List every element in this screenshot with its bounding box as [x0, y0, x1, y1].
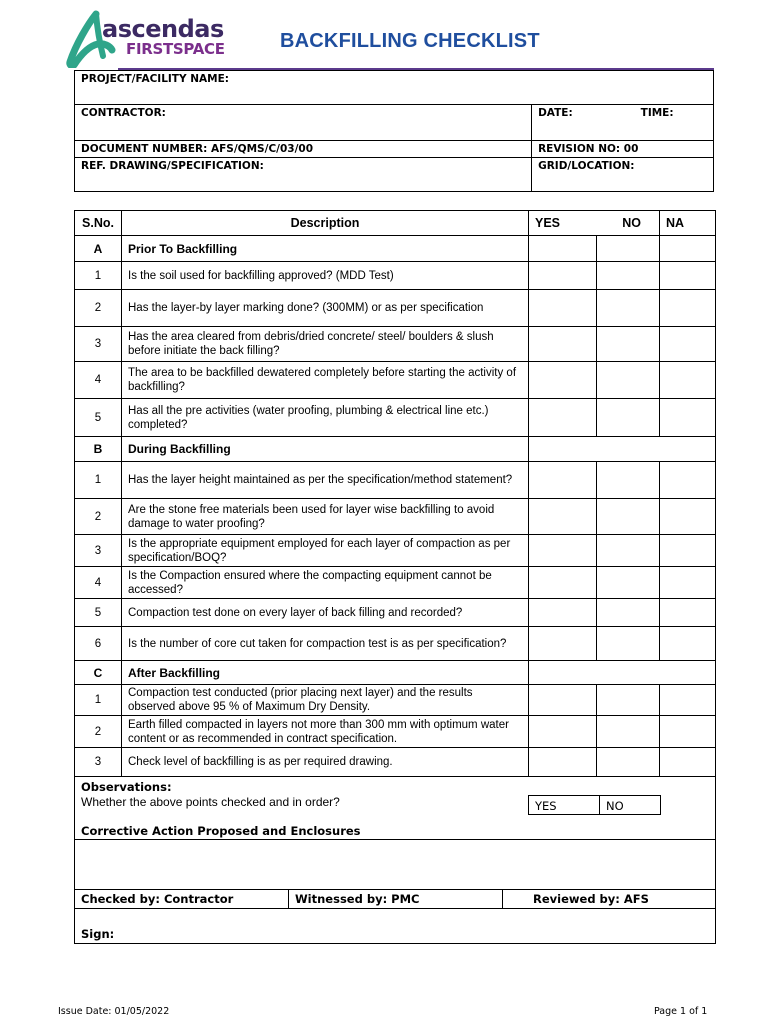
item-description: Has the layer-by layer marking done? (300MM) or as per specification	[122, 290, 529, 327]
observation-no-option[interactable]: NO	[606, 799, 624, 813]
page-title: BACKFILLING CHECKLIST	[280, 30, 540, 52]
yes-cell[interactable]	[529, 627, 597, 661]
na-cell[interactable]	[660, 627, 716, 661]
item-description: Has the layer height maintained as per the specification/method statement?	[122, 462, 529, 499]
col-header-description: Description	[122, 211, 529, 236]
doc-number-label: DOCUMENT NUMBER: AFS/QMS/C/03/00	[81, 143, 314, 155]
item-description: Is the number of core cut taken for compaction test is as per specification?	[122, 627, 529, 661]
table-header-row	[75, 211, 716, 236]
no-cell[interactable]	[597, 262, 660, 290]
item-number: 1	[75, 462, 122, 499]
no-cell[interactable]	[597, 290, 660, 327]
yes-cell[interactable]	[529, 716, 597, 748]
witnessed-by-label: Witnessed by: PMC	[289, 890, 503, 909]
item-number: 3	[75, 748, 122, 777]
table-row	[75, 262, 716, 290]
item-description: The area to be backfilled dewatered completely before starting the activity of backfilling?	[122, 362, 529, 399]
issue-date: Issue Date: 01/05/2022	[58, 1006, 170, 1017]
section-blank-cell	[529, 661, 716, 685]
item-number: 4	[75, 567, 122, 599]
section-title: After Backfilling	[122, 661, 529, 685]
grid-location-field[interactable]	[532, 158, 714, 192]
na-cell[interactable]	[660, 499, 716, 535]
item-description: Has all the pre activities (water proofing, plumbing & electrical line etc.) completed?	[122, 399, 529, 437]
observations-table	[74, 776, 716, 944]
item-description: Check level of backfilling is as per required drawing.	[122, 748, 529, 777]
corrective-action-field[interactable]	[75, 840, 716, 890]
no-cell[interactable]	[597, 716, 660, 748]
table-row	[75, 535, 716, 567]
yes-cell[interactable]	[529, 262, 597, 290]
header-info-table	[74, 70, 714, 192]
na-cell[interactable]	[660, 567, 716, 599]
logo-text-ascendas: ascendas	[102, 15, 224, 43]
section-id: C	[75, 661, 122, 685]
na-cell[interactable]	[660, 716, 716, 748]
yes-cell[interactable]	[529, 685, 597, 716]
section-row-a	[75, 236, 716, 262]
table-row	[75, 499, 716, 535]
no-cell[interactable]	[597, 327, 660, 362]
reviewed-by-label: Reviewed by: AFS	[503, 890, 716, 909]
na-cell[interactable]	[660, 290, 716, 327]
project-label: PROJECT/FACILITY NAME:	[81, 73, 229, 85]
date-label: DATE:	[538, 107, 573, 119]
item-number: 1	[75, 685, 122, 716]
item-number: 2	[75, 290, 122, 327]
section-title: During Backfilling	[122, 437, 529, 462]
no-cell[interactable]	[597, 748, 660, 777]
no-cell[interactable]	[597, 599, 660, 627]
revision-cell	[532, 141, 714, 158]
page-number: Page 1 of 1	[654, 1006, 708, 1017]
col-header-no: NO	[622, 216, 642, 230]
na-cell[interactable]	[660, 399, 716, 437]
no-cell[interactable]	[597, 499, 660, 535]
observations-cell	[75, 777, 716, 840]
yes-cell[interactable]	[529, 290, 597, 327]
section-id: B	[75, 437, 122, 462]
col-header-sno: S.No.	[75, 211, 122, 236]
na-cell[interactable]	[660, 236, 716, 262]
section-row-c	[75, 661, 716, 685]
no-cell[interactable]	[597, 685, 660, 716]
time-label: TIME:	[640, 107, 674, 119]
table-row	[75, 716, 716, 748]
na-cell[interactable]	[660, 685, 716, 716]
ref-drawing-field[interactable]	[75, 158, 532, 192]
checklist-table	[74, 210, 716, 777]
sign-label: Sign:	[81, 927, 115, 941]
yes-no-box	[528, 795, 661, 815]
item-description: Is the soil used for backfilling approved? (MDD Test)	[122, 262, 529, 290]
item-description: Compaction test done on every layer of back filling and recorded?	[122, 599, 529, 627]
yes-cell[interactable]	[529, 236, 597, 262]
col-header-na: NA	[660, 211, 716, 236]
item-number: 5	[75, 599, 122, 627]
na-cell[interactable]	[660, 362, 716, 399]
section-title: Prior To Backfilling	[122, 236, 529, 262]
na-cell[interactable]	[660, 748, 716, 777]
no-cell[interactable]	[597, 399, 660, 437]
no-cell[interactable]	[597, 567, 660, 599]
item-number: 2	[75, 716, 122, 748]
yes-cell[interactable]	[529, 327, 597, 362]
na-cell[interactable]	[660, 327, 716, 362]
item-number: 3	[75, 327, 122, 362]
contractor-field[interactable]	[75, 105, 532, 141]
col-header-yes-no	[529, 211, 660, 236]
na-cell[interactable]	[660, 599, 716, 627]
no-cell[interactable]	[597, 535, 660, 567]
yes-cell[interactable]	[529, 362, 597, 399]
table-row	[75, 290, 716, 327]
section-row-b	[75, 437, 716, 462]
item-description: Compaction test conducted (prior placing next layer) and the results observed above 95 % of Maximum Dry Density.	[122, 685, 529, 716]
revision-label: REVISION NO: 00	[538, 143, 639, 155]
no-cell[interactable]	[597, 462, 660, 499]
observations-question: Whether the above points checked and in order?	[81, 795, 340, 809]
table-row	[75, 567, 716, 599]
yes-cell[interactable]	[529, 748, 597, 777]
item-number: 2	[75, 499, 122, 535]
na-cell[interactable]	[660, 262, 716, 290]
item-description: Is the appropriate equipment employed for each layer of compaction as per specification/BOQ?	[122, 535, 529, 567]
section-id: A	[75, 236, 122, 262]
project-field[interactable]	[75, 71, 714, 105]
ref-drawing-label: REF. DRAWING/SPECIFICATION:	[81, 160, 264, 172]
item-number: 5	[75, 399, 122, 437]
no-cell[interactable]	[597, 362, 660, 399]
table-row	[75, 599, 716, 627]
contractor-label: CONTRACTOR:	[81, 107, 166, 119]
yes-cell[interactable]	[529, 599, 597, 627]
observations-title: Observations:	[81, 780, 172, 794]
no-cell[interactable]	[597, 236, 660, 262]
item-number: 3	[75, 535, 122, 567]
corrective-action-label: Corrective Action Proposed and Enclosures	[81, 824, 361, 838]
item-description: Is the Compaction ensured where the compacting equipment cannot be accessed?	[122, 567, 529, 599]
na-cell[interactable]	[660, 535, 716, 567]
item-number: 1	[75, 262, 122, 290]
yes-cell[interactable]	[529, 462, 597, 499]
table-row	[75, 362, 716, 399]
na-cell[interactable]	[660, 462, 716, 499]
table-row	[75, 399, 716, 437]
item-number: 6	[75, 627, 122, 661]
item-description: Earth filled compacted in layers not more than 300 mm with optimum water content or as recommended in contract specification.	[122, 716, 529, 748]
item-number: 4	[75, 362, 122, 399]
checked-by-label: Checked by: Contractor	[75, 890, 289, 909]
yes-cell[interactable]	[529, 535, 597, 567]
observation-yes-option[interactable]: YES	[529, 796, 600, 814]
table-row	[75, 748, 716, 777]
table-row	[75, 327, 716, 362]
table-row	[75, 685, 716, 716]
date-time-field[interactable]	[532, 105, 714, 141]
doc-number-cell	[75, 141, 532, 158]
table-row	[75, 627, 716, 661]
no-cell[interactable]	[597, 627, 660, 661]
section-blank-cell	[529, 437, 716, 462]
grid-location-label: GRID/LOCATION:	[538, 160, 635, 172]
yes-cell[interactable]	[529, 499, 597, 535]
yes-cell[interactable]	[529, 399, 597, 437]
yes-cell[interactable]	[529, 567, 597, 599]
col-header-yes: YES	[535, 216, 561, 230]
item-description: Has the area cleared from debris/dried concrete/ steel/ boulders & slush before initiate the back filling?	[122, 327, 529, 362]
sign-field[interactable]	[75, 909, 716, 944]
item-description: Are the stone free materials been used for layer wise backfilling to avoid damage to water proofing?	[122, 499, 529, 535]
table-row	[75, 462, 716, 499]
company-logo	[66, 10, 226, 68]
logo-text-firstspace: FIRSTSPACE	[126, 40, 225, 58]
